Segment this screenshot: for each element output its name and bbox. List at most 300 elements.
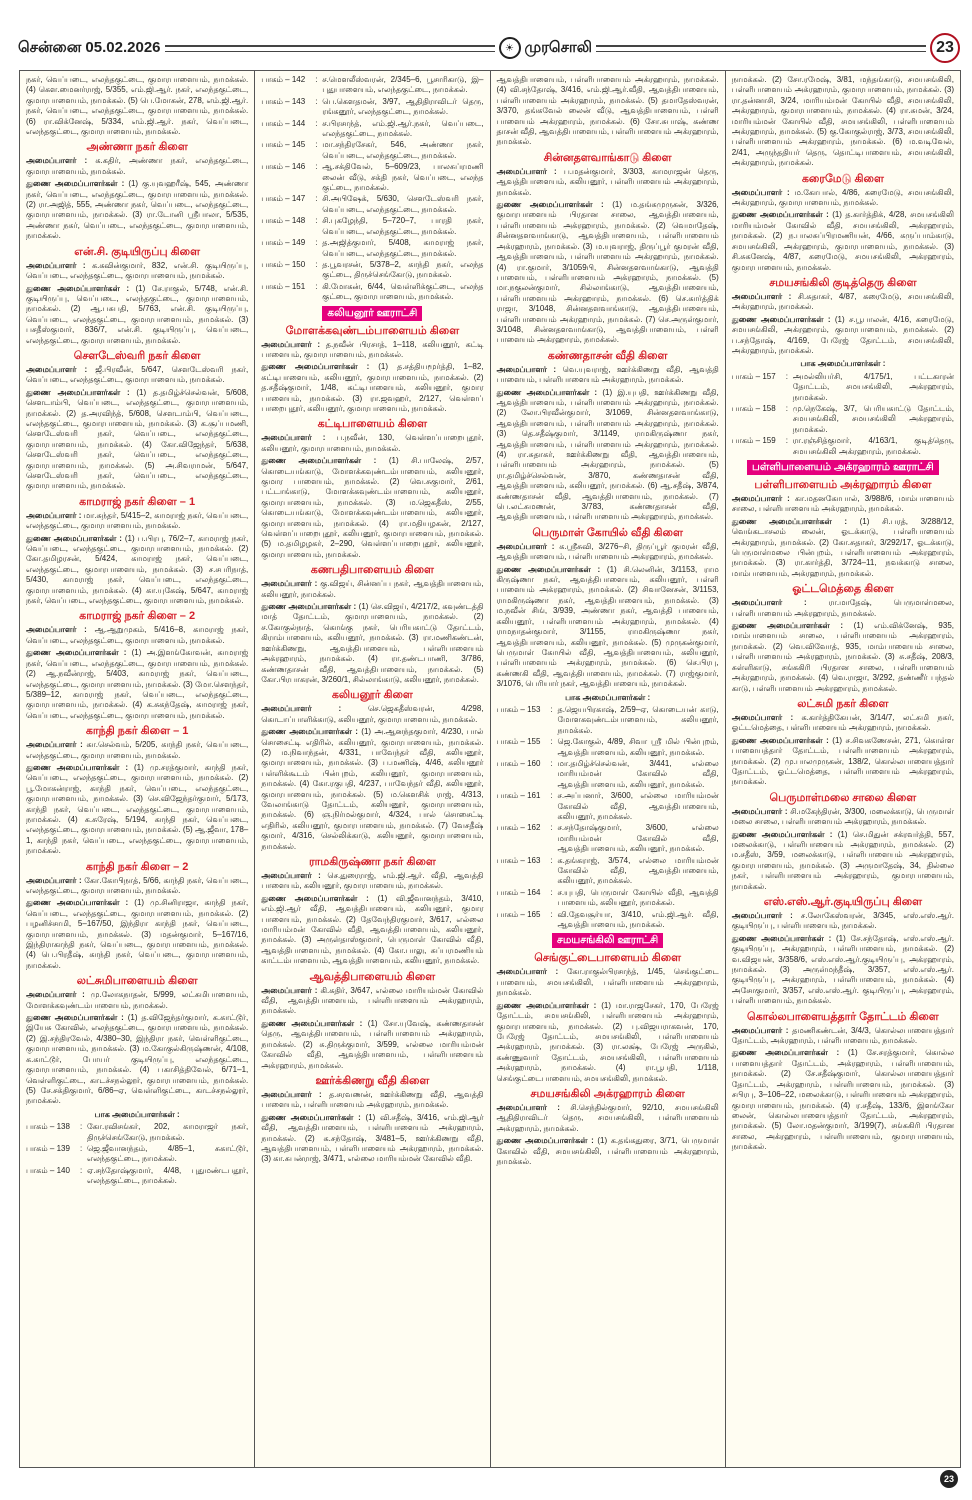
branch-heading: கட்டிபாளையம் கிளை [317,418,428,431]
booth-row [497,823,719,854]
branch-heading: காமராஜ் நகர் கிளை – 1 [79,495,196,508]
list-paragraph [497,388,719,523]
masthead [18,30,960,66]
role-label: அமைப்பாளர் : [496,1102,560,1112]
booth-number: பாகம் – 139 [26,1143,70,1153]
paragraph-text: ஆ.ஆறுமுகம், 5/416–8, காமராஜ் நகர், வெப்படை, எலந்தகுட்டை, குமாரபாளையம், நாமக்கல். [26,625,249,645]
list-paragraph [26,648,248,721]
role-label: துணை அமைப்பாளர்கள் : [496,1000,597,1010]
booth-incharge: கோ.ரவிசங்கர், 202, காமராஜர் நகர், திருச்செங்கோடு, நாமக்கல். [87,1122,249,1142]
paragraph-text: ப.மதன்குமார், 3/303, காமராஜன் தெரு, ஆவத்திபாளையம், கலியனூர், பள்ளிபாளையம் அக்ரஹாரம், நாமக்கல். [496,166,719,197]
booth-number: பாகம் – 144 [261,118,306,128]
paragraph-text: கு.விஜய், சின்னப்ப நகர், ஆவத்திபாளையம், கலியனூர், நாமக்கல். [261,579,484,599]
booth-number: பாகம் – 153 [496,704,541,714]
booth-number: பாகம் – 140 [26,1165,70,1175]
booth-incharge: ச.மௌலீஸ்வரன், 2/345–6, பூசாரிகாடு, இ–புதுபாளையம், எலந்தகுட்டை, நாமக்கல். [322,75,484,95]
role-label: அமைப்பாளர் : [26,625,87,635]
list-paragraph [497,365,719,386]
booth-incharge: ச.சந்தோஷ்குமார், 3/600, எல்லை மாரியம்மன் கோவில் வீதி, ஆவத்திபாளையம், கலியனூர், நாமக்கல். [557,823,719,854]
paragraph-text: (1) இ.யுபதி, ஊர்க்கிணறு வீதி, ஆவத்திபாளையம், பள்ளிபாளையம் அக்ரஹாரம், நாமக்கல். (2) லோ.பிரவீன்குமார், 3/1069, சின்னதளவாங்காடு, ஆவத்திபாளையம், பள்ளிபாளையம் அக்ரஹாரம், நாமக்கல். (3) தெ.சதீஷ்குமார், 3/1149, ராமகிருஷ்ணா நகர், ஆவத்திபாளையம், பள்ளிபாளையம் அக்ரஹாரம், நாமக்கல். (4) ரா.சுதாகர், ஊர்க்கிணறு வீதி, ஆவத்திபாளையம், பள்ளிபாளையம் அக்ரஹாரம், நாமக்கல். (5) ரா.தமிழ்ச்செல்வன், 3/870, கண்ணதாசன் வீதி, ஆவத்திபாளையம், கலியனூர், நாமக்கல். (6) ஆ.சதீஷ், 3/874, கண்ணதாசன் வீதி, ஆவத்திபாளையம், நாமக்கல். (7) பெ.லட்சுமணன், 3/783, கண்ணதாசன் வீதி, ஆவத்திபாளையம், பள்ளிபாளையம் அக்ரஹாரம், நாமக்கல். [496,387,719,522]
list-paragraph [26,898,248,971]
role-label: துணை அமைப்பாளர்கள் : [496,564,601,574]
booth-row [261,119,483,140]
branch-heading: காமராஜ் நகர் கிளை – 2 [79,610,196,623]
role-label: அமைப்பாளர் : [26,990,85,1000]
booth-number: பாகம் – 143 [261,96,306,106]
role-label: துணை அமைப்பாளர்கள் : [261,362,370,372]
paragraph-text: (1) ம.தங்கமுருகன், 3/326, குமாரபாளையம் பிரதான சாலை, ஆவத்திபாளையம், பள்ளிபாளையம் அக்ரஹாரம், நாமக்கல். (2) வெமாதேஷ், சின்னதளவாங்காடு, ஆவத்திபாளையம், பள்ளிபாளையம் அக்ரஹாரம், நாமக்கல். (3) ம.யுவராஜ், திருப்பூர் குமரன் வீதி, ஆவத்திபாளையம், பள்ளிபாளையம் அக்ரஹாரம், நாமக்கல். (4) ரா.குமார், 3/1059பி, சின்னதளவாங்காடு, ஆவத்தி பாளையம், பள்ளிபாளையம் அக்ரஹாரம், நாமக்கல். (5) மா.நகுலன்குமார், சில்லாங்காடு, ஆவத்திபாளையம், பள்ளிபாளையம் அக்ரஹாரம், நாமக்கல். (6) செ.கார்த்திக் ராஜா, 3/1048, சின்னதளவாங்காடு, ஆவத்திபாளையம், பள்ளிபாளையம் அக்ரஹாரம், நாமக்கல். (7) செ.அருள்குமார், 3/1048, சின்னதளவாங்காடு, ஆவத்திபாளையம், பள்ளி பாளையம் அக்ரஹாரம், நாமக்கல். [496,200,719,345]
paragraph-text: வெ.யுவராஜ், ஊர்க்கிணறு வீதி, ஆவத்தி பாளையம், பள்ளிபாளையம் அக்ரஹாரம், நாமக்கல். [496,364,719,385]
paragraph-text: க.கவின்குமார், 832, என்.சி. குடியிருப்பு, வெப்படை, எலந்தகுட்டை, குமாரபாளையம், நாமக்கல். [26,260,249,281]
separator: : [315,216,318,226]
booth-row [261,75,483,96]
booth-row [497,856,719,887]
paragraph-text: க.ஸ்ரீசுவி, 3/276–சி, திருப்பூர் குமரன் வீதி, ஆவத்திபாளையம், பள்ளிபாளையம் அக்ரஹாரம், நாமக்கல். [496,541,719,562]
booth-row [732,372,954,403]
paragraph-text: செ.ஜெகதீஸ்வரன், 4/298, கொடாப்பாளிக்காடு, கலியனூர், குமாரபாளையம், நாமக்கல். [261,704,484,724]
paragraph-text: (1) க.தங்கதுரை, 3/71, பெருமாள் கோவில் வீதி, சமயசங்கிலி, பள்ளிபாளையம் அக்ரஹாரம், நாமக்கல். [496,1136,719,1166]
paragraph-text: ம.கோபால், 4/86, கரைமேடு, சமயசங்கிலி, அக்ரஹாரம், குமாரபாளையம், நாமக்கல். [731,187,954,208]
branch-heading: மோளக்கவுண்டம்பாளையம் கிளை [285,324,460,337]
role-label: அமைப்பாளர் : [496,364,557,374]
booth-incharge: ச.அப்பனார், 3/600, எல்லை மாரியம்மன் கோவில் வீதி, ஆவத்திபாளையம், கலியனூர், நாமக்கல். [557,791,719,821]
booth-incharge: ச.யுபதி, பெருமாள் கோயில் வீதி, ஆவத்தி பாளையம், கலியனூர், நாமக்கல். [557,887,719,908]
booth-incharge: மா.சந்திரசேகர், 546, அண்ணா நகர், வெப்படை, எலந்தகுட்டை, நாமக்கல். [322,140,484,160]
separator: : [550,909,553,919]
paragraph-text: ரா.மாதேஷ், பெருமாள்மலை, பள்ளிபாளையம் அக்ரஹாரம், நாமக்கல். [731,598,954,618]
booth-number: பாகம் – 146 [261,162,306,172]
list-paragraph [261,894,483,967]
separator: : [80,1165,83,1175]
role-label: துணை அமைப்பாளர்கள் : [26,533,122,543]
branch-heading: கணபதிபாளையம் கிளை [310,564,434,577]
list-paragraph [261,456,483,560]
panchayat-banner-text: பள்ளிபாளையம் அக்ரஹாரம் ஊராட்சி [747,460,939,475]
booth-number: பாகம் – 158 [731,403,776,413]
paragraph-text: (1) ப.பிரபு, 76/2–7, காமராஜ் நகர், வெப்படை, எலந்தகுட்டை, குமாரபாளையம், நாமக்கல். (2) கோ.தமிழரசன், 5/424, காமராஜ் நகர், வெப்படை, எலந்தகுட்டை, குமாரபாளையம், நாமக்கல். (3) ச.சபரிநாத், 5/430, காமராஜ் நகர், வெப்படை, எலந்தகுட்டை, குமாரபாளையம், நாமக்கல். (4) கா.யுகேஷ், 5/647, காமராஜ் நகர், வெப்படை, எலந்தகுட்டை, குமாரபாளையம், நாமக்கல். [26,533,249,606]
list-paragraph [732,292,954,313]
separator: : [550,887,553,897]
separator: : [315,118,318,128]
role-label: துணை அமைப்பாளர்கள் : [731,933,832,943]
separator: : [315,281,318,291]
list-paragraph [732,736,954,788]
booth-incharge: சி.அபிஷேக், 5/630, செளடேஸ்வரி நகர், வெப்படை, எலந்தகுட்டை, நாமக்கல். [322,194,484,214]
booth-incharge: த.அஜித்குமார், 5/408, காமராஜ் நகர், வெப்படை, எலந்தகுட்டை, நாமக்கல். [322,238,484,258]
branch-heading: செங்குட்டைபாளையம் கிளை [534,952,682,965]
role-label: அமைப்பாளர் : [496,166,557,176]
subheading: பாக அமைப்பாளர்கள் : [800,359,886,369]
column-4 [725,71,960,1467]
separator: : [315,259,318,269]
role-label: துணை அமைப்பாளர்கள் : [26,648,127,658]
branch-heading: காந்தி நகர் கிளை – 2 [85,860,189,873]
separator: : [550,737,553,747]
booth-number: பாகம் – 151 [261,281,306,291]
booth-row [497,791,719,822]
list-paragraph [261,1113,483,1165]
list-paragraph [732,315,954,357]
list-paragraph [26,179,248,241]
list-paragraph [732,934,954,1007]
booth-row [261,140,483,161]
branch-heading: கொல்லபாளையத்தார் தோட்டம் கிளை [747,1010,939,1023]
role-label: அமைப்பாளர் : [731,911,793,920]
panchayat-banner [732,460,954,475]
separator: : [80,1143,83,1153]
list-paragraph [732,210,954,272]
paragraph-text: (1) த.விஜேந்தர்குமார், க.காட்டூர், இயேசு கோவில், எலந்தகுட்டை, குமாரபாளையம், நாமக்கல். (2) இ.சந்திரவேல், 4/380–30, இந்திரா நகர், வெள்ளிகுட்டை, குமாரபாளையம், நாமக்கல். (3) ம.கோகுல்கிருஷ்ணன், 4/108, க.காட்டூர், போயர் குடியிருப்பு, எலந்தகுட்டை, குமாரபாளையம், நாமக்கல். (4) பகாசித்திவேல், 6/71–1, வெள்ளிகுட்டை, காடச்சநல்லூர், குமாரபாளையம், நாமக்கல். (5) சே.சக்திகுமார், 6/86–ஏ, வெள்ளிகுட்டை, காடச்சநல்லூர், நாமக்கல். [26,1013,249,1106]
paragraph-text: மு.லோகநாதன், 5/999, லட்சுமிபாளையம், மோளக்கவுண்டம்பாளையம், நாமக்கல். [26,990,249,1010]
role-label: துணை அமைப்பாளர்கள் : [26,1013,124,1023]
booth-incharge: பெ.கௌதமன், 3/97, ஆதிதிராவிடர் தெரு, ரங்கனூர், எலந்தகுட்டை, நாமக்கல். [322,96,484,117]
role-label: துணை அமைப்பாளர்கள் : [26,898,129,908]
paragraph-text: (1) மு.சரத்குமார், காந்தி நகர், வெப்படை, எலந்தகுட்டை, குமாரபாளையம், நாமக்கல். (2) பூ.மோகன்ராஜ், காந்தி நகர், வெப்படை, எலந்தகுட்டை, குமாரபாளையம், நாமக்கல். (3) செ.விஜேந்தர்குமார், 5/173, காந்தி நகர், வெப்படை, எலந்தகுட்டை, குமாரபாளையம், நாமக்கல். (4) க.சுரேஷ், 5/194, காந்தி நகர், வெப்படை, எலந்தகுட்டை, குமாரபாளையம், நாமக்கல். (5) ஆ.ஜீவா, 178–1, காந்தி நகர், வெப்படை, எலந்தகுட்டை, குமாரபாளையம், நாமக்கல். [26,762,249,856]
paragraph-text: ஆவத்திபாளையம், பள்ளிபாளையம் அக்ரஹாரம், நாமக்கல். (4) வி.சந்தோஷ், 3/416, எம்.ஜி.ஆர்.வீதி, ஆவத்திபாளையம், பள்ளிபாளையம் அக்ரஹாரம், நாமக்கல். (5) தமாதேஸ்வரன், 3/370, தங்கவேல் லைன் வீடு, ஆவத்திபாளையம், பள்ளி பாளையம் அக்ரஹாரம், நாமக்கல். (6) சோ.சுபாஷ், கண்ண தாசன் வீதி, ஆவத்திபாளையம், பள்ளிபாளையம் அக்ரஹாரம், நாமக்கல். [496,75,719,147]
list-paragraph [732,621,954,694]
paragraph-text: நாமக்கல். (2) சோ.ரமேஷ், 3/81, மந்தங்காடு, சமயசங்கிலி, பள்ளிபாளையம் அக்ரஹாரம், குமாரபாளையம், நாமக்கல். (3) ரா.தன்னாசி, 3/24, மாரியம்மன் கோயில் வீதி, சமயசங்கிலி, அக்ரஹாரம், குமாரபாளையம், நாமக்கல். (4) ரா.சுமன், 3/24, மாரியம்மன் கோயில் வீதி, சமயசங்கிலி, பள்ளிபாளையம் அக்ரஹாரம், நாமக்கல். (5) கு.கோகுல்ராஜ், 3/73, சமயசங்கிலி, பள்ளிபாளையம் அக்ரஹாரம், நாமக்கல். (6) ம.வடிவேல், 2/41, அருந்ததியர் தெரு, தொட்டிபாளையம், சமயசங்கிலி, அக்ரஹாரம், நாமக்கல். [731,75,954,168]
list-paragraph [497,1136,719,1167]
panchayat-banner-text: கலியனூர் ஊராட்சி [322,306,422,321]
role-label: அமைப்பாளர் : [261,871,321,880]
subheading: பாக அமைப்பாளர்கள் : [94,1109,180,1119]
paragraph-text: (1) சோ.யுவேஷ், கண்ணதாசன் தெரு, ஆவத்திபாளையம், பள்ளிபாளையம் அக்ரஹாரம், நாமக்கல். (2) சு.திருக்குமார், 3/599, எல்லை மாரியம்மன் கோவில் வீதி, ஆவத்திபாளையம், பள்ளிபாளையம் அக்ரஹாரம், நாமக்கல். [261,1018,484,1070]
branch-heading: என்.சி. குடியிருப்பு கிளை [74,245,200,258]
footer-page-number: 23 [940,1470,958,1488]
role-label: அமைப்பாளர் : [26,510,82,520]
branch-heading: சின்னதளவாங்காடு கிளை [543,151,672,164]
dateline: சென்னை 05.02.2026 [18,38,161,56]
booth-row [497,759,719,790]
list-paragraph [261,1019,483,1071]
booth-row [732,436,954,457]
role-label: துணை அமைப்பாளர்கள் : [261,602,357,612]
paragraph-text: த.சரவணன், ஊர்க்கிணறு வீதி, ஆவத்தி பாளையம், பள்ளிபாளையம் அக்ரஹாரம், நாமக்கல். [261,1089,484,1110]
list-paragraph [26,156,248,177]
branch-heading: சமயசங்கிலி குடித்தெரு கிளை [769,276,917,289]
booth-number: பாகம் – 161 [496,791,541,801]
role-label: துணை அமைப்பாளர்கள் : [731,210,829,220]
branch-heading: ஊர்க்கிணறு வீதி கிளை [315,1074,430,1087]
booth-row [261,97,483,118]
list-paragraph [497,565,719,690]
list-paragraph [497,542,719,563]
role-label: அமைப்பாளர் : [731,187,790,197]
booth-incharge: மா.தமிழ்ச்செல்வன், 3/441, எல்லை மாரியம்மன் கோவில் வீதி, ஆவத்திபாளையம், கலியனூர், நாமக்கல். [557,758,719,789]
paragraph-text: கோ.கோபிநாத், 5/66, காந்தி நகர், வெப்படை, எலந்தகுட்டை, குமாரபாளையம், நாமக்கல். [26,875,249,895]
masthead-rule-right [596,45,926,52]
panchayat-banner-text: சமயசங்கிலி ஊராட்சி [552,933,663,948]
list-paragraph [26,625,248,646]
branch-heading: லட்சுமிபாளையம் கிளை [76,975,198,988]
role-label: அமைப்பாளர் : [26,875,82,885]
list-paragraph [261,1090,483,1111]
paragraph-text: (1) வி.சதீஷ், 3/416, எம்.ஜி.ஆர் வீதி, ஆவத்திபாளையம், பள்ளிபாளையம் அக்ரஹாரம், நாமக்கல். (2) க.சந்தோஷ், 3/481–5, ஊர்க்கிணறு வீதி, ஆவத்திபாளையம், பள்ளிபாளையம் அக்ரஹாரம், நாமக்கல். (3) கா.சுபன்ராஜ், 3/471, எல்லை மாரியம்மன் கோவில் வீதி. [261,1112,484,1164]
list-paragraph [261,986,483,1017]
booth-row [261,260,483,281]
list-paragraph [732,75,954,169]
separator: : [785,371,788,381]
separator: : [550,704,553,714]
list-paragraph [732,1026,954,1047]
booth-incharge: ச.பிரசாந்த், எம்.ஜி.ஆர்.நகர், வெப்படை, எலந்தகுட்டை, நாமக்கல். [322,118,484,139]
role-label: அமைப்பாளர் : [261,579,318,589]
list-paragraph [26,534,248,607]
branch-heading: கரைமேடு கிளை [801,172,884,185]
list-paragraph [732,188,954,209]
paragraph-text: நகர், வெப்படை, எலந்தகுட்டை, குமாரபாளையம், நாமக்கல். (4) கௌ.மைனர்ராஜ், 5/355, எம்.ஜி.ஆர். நகர், எலந்தகுட்டை, குமாரபாளையம், நாமக்கல். (5) பெ.மோகன், 278, எம்.ஜி.ஆர். நகர், வெப்படை, எலந்தகுட்டை, குமாரபாளையம், நாமக்கல். (6) ரா.விக்னேஷ், 5/334, எம்.ஜி.ஆர். நகர், வெப்படை, எலந்தகுட்டை, குமாரபாளையம், நாமக்கல். [26,75,249,137]
paragraph-text: கா.செல்வம், 5/205, காந்தி நகர், வெப்படை, எலந்தகுட்டை, குமாரபாளையம், நாமக்கல். [26,740,249,760]
subheading: பாக அமைப்பாளர்கள் : [565,692,651,702]
list-paragraph [732,517,954,579]
paragraph-text: க.கார்த்திகேயன், 3/14/7, லட்சுமி நகர், ஓட்டமெத்தை, பள்ளிபாளையம் அக்ரஹாரம், நாமக்கல். [731,712,954,733]
role-label: அமைப்பாளர் : [496,541,555,551]
role-label: அமைப்பாளர் : [731,712,794,722]
masthead-rule-left [165,45,495,52]
booth-incharge: ஜெ.கோகுல், 4/89, சிவா ஸ்ரீ மில் பின்புறம், ஆவத்திபாளையம், கலியனூர், நாமக்கல். [557,737,719,757]
panchayat-banner [261,306,483,321]
branch-heading: கலியனூர் கிளை [331,689,413,702]
list-paragraph [261,579,483,600]
booth-number: பாகம் – 165 [496,909,541,919]
paragraph-text: (1) மு.சினிராஜா, காந்தி நகர், வெப்படை, எலந்தகுட்டை, குமாரபாளையம், நாமக்கல். (2) பழனிச்சாமி, 5–167/50, இந்திரா காந்தி நகர், வெப்படை, குமாரபாளையம், நாமக்கல். (3) மதன்குமார், 5–167/16, இந்திராகாந்தி நகர், வெப்படை, குமாரபாளையம், நாமக்கல். (4) பெ.பிரதீஷ், காந்தி நகர், வெப்படை, குமாரபாளையம், நாமக்கல். [26,898,249,970]
booth-row [497,910,719,931]
list-paragraph [26,365,248,386]
booth-number: பாகம் – 163 [496,855,541,865]
booth-incharge: வி.தேவசூர்யா, 3/410, எம்.ஜி.ஆர். வீதி, ஆவத்திபாளையம், நாமக்கல். [557,909,719,930]
booth-number: பாகம் – 160 [496,758,541,768]
separator: : [550,855,553,865]
role-label: துணை அமைப்பாளர்கள் : [26,283,130,293]
paragraph-text: க.கதிர், அண்ணா நகர், எலந்தகுட்டை, குமாரபாளையம், நாமக்கல். [26,156,249,176]
list-paragraph [732,830,954,892]
role-label: துணை அமைப்பாளர்கள் : [261,727,358,737]
role-label: அமைப்பாளர் : [261,339,321,349]
role-label: துணை அமைப்பாளர்கள் : [261,1018,363,1028]
role-label: அமைப்பாளர் : [261,704,342,714]
separator: : [315,162,318,172]
separator: : [315,238,318,248]
list-paragraph [732,1048,954,1152]
role-label: துணை அமைப்பாளர்கள் : [26,762,129,772]
paragraph-text: (1) சே.ராகுல், 5/748, என்.சி. குடியிருப்பு, வெப்படை, எலந்தகுட்டை, குமாரபாளையம், நாமக்கல். (2) ஆ.பசுபதி, 5/763, என்.சி. குடியிருப்பு, வெப்படை, எலந்தகுட்டை, குமாரபாளையம், நாமக்கல். (3) பசதீஸ்குமார், 836/7, என்.சி. குடியிருப்பு, வெப்படை, எலந்தகுட்டை, குமாரபாளையம், நாமக்கல். [26,283,249,345]
role-label: அமைப்பாளர் : [26,156,88,166]
separator: : [80,1122,83,1132]
booth-row [497,737,719,758]
booth-number: பாகம் – 155 [496,737,541,747]
booth-row [497,888,719,909]
list-paragraph [497,967,719,998]
booth-row [26,1122,248,1143]
list-paragraph [261,433,483,454]
list-paragraph [26,740,248,761]
list-paragraph [261,871,483,892]
list-paragraph [26,261,248,282]
separator: : [550,758,553,768]
booth-row [26,1144,248,1165]
list-paragraph [497,1001,719,1084]
branch-heading: எஸ்.எஸ்.ஆர்.குடியிருப்பு கிளை [763,896,923,908]
paragraph-text: (1) அ.இளங்கோவன், காமராஜ் நகர், வெப்படை, எலந்தகுட்டை, குமாரபாளையம், நாமக்கல். (2) ஆ.நவீன்ராஜ், 5/403, காமராஜ் நகர், வெப்படை, எலந்தகுட்டை, குமாரபாளையம், நாமக்கல். (3) மோ.செளந்தர், 5/389–12, காமராஜ் நகர், வெப்படை, எலந்தகுட்டை, குமாரபாளையம், நாமக்கல். (4) க.சுகந்தேஷ், காமராஜ் நகர், வெப்படை, எலந்தகுட்டை, குமாரபாளையம், நாமக்கல். [26,648,249,720]
role-label: அமைப்பாளர் : [496,967,559,977]
list-paragraph [26,990,248,1011]
list-paragraph [732,598,954,619]
branch-heading: ஓட்டமெத்தை கிளை [792,583,894,596]
paragraph-text: (1) சி.பரத், 3/288/12, வெங்கடாசலம் லைன், ஓடக்காடு, பள்ளிபாளையம் அக்ரஹாரம், நாமக்கல். (2) கோ.சுதாகர், 3/292/17, ஓடக்காடு, பெருமாள்மலை பின்புறம், பள்ளிபாளையம் அக்ரஹாரம், நாமக்கல். (3) ரா.கார்த்தி, 3/724–11, நவக்காடு சாலை, மாம்பாளையம், அக்ரஹாரம், நாமக்கல். [731,516,954,578]
booth-row [261,238,483,259]
paragraph-text: (1) ச.சிவகணேசன், 271, கொள்ள பாளையத்தார் தோட்டம், பள்ளிபாளையம் அக்ரஹாரம், நாமக்கல். (2) மு.பாலமுருகன், 138/2, கொல்லபாளையத்தார் தோட்டம், ஓட்டமெத்தை, பள்ளிபாளையம் அக்ரஹாரம், நாமக்கல். [731,735,954,787]
paragraph-text: (1) சே.சரத்குமார், கொல்ல பாளையத்தார் தோட்டம், அக்ரஹாரம், பள்ளிபாளையம், நாமக்கல். (2) சே.சதீஷ்குமார், கொல்லபாளையத்தார் தோட்டம், அக்ரஹாரம், பள்ளிபாளையம், நாமக்கல். (3) சபிரபு, 3–106–22, மலைக்காடு, பள்ளிபாளையம் அக்ரஹாரம், குமாரபாளையம், நாமக்கல். (4) ர.சதீஷ், 133/6, இளங்கோ லைன், கொல்லபாளையத்தார் தோட்டம், அக்ரஹாரம், நாமக்கல். (5) லோ.மதன்குமார், 3/199(7), சங்ககிரி பிரதான சாலை, அக்ரஹாரம், பள்ளிபாளையம், குமாரபாளையம், நாமக்கல். [731,1048,955,1152]
branch-heading: அண்ணா நகர் கிளை [86,141,188,154]
branch-heading: ராமகிருஷ்ணா நகர் கிளை [308,856,436,868]
paragraph-text: கா.மதனகோபால், 3/988/6, மாம்பாளையம் சாலை, பள்ளிபாளையம் அக்ரஹாரம், நாமக்கல். [731,494,954,514]
booth-incharge: சி.புகழேந்தி, 5–720–7, பாரதி நகர், வெப்படை, எலந்தகுட்டை, நாமக்கல். [322,216,484,236]
paragraph-text: (1) வி.ஜீவானந்தம், 3/410, எம்.ஜி.ஆர் வீதி, ஆவத்திபாளையம், கலியனூர், குமார பாளையம், நாமக்கல். (2) தேவேந்திரகுமார், 3/617, எல்லை மாரியம்மன் கோவில் வீதி, ஆவத்திபாளையம், கலியனூர், நாமக்கல். (3) அருள்தாஸ்குமார், பெருமாள் கோவில் வீதி, ஆவத்திபாளையம், நாமக்கல். (4) கோ.பாலு, சுப்பரமணியம் காட்டம்பாளையம், ஆவத்திபாளையம், கலியனூர், நாமக்கல். [261,893,484,966]
paragraph-text: (1) அ.ஆனந்தகுமார், 4/230, பால் சொசைட்டி எதிரில், கலியனூர், குமாரபாளையம், நாமக்கல். (2) ம.நிவாந்தன், 4/331, பாவேந்தர் வீதி, கலியனூர், குமாரபாளையம், நாமக்கல். (3) ப.மணிஷ், 4/46, கலியனூர் பள்ளிக்கூடம் பின்புறம், கலியனூர், குமாரபாளையம், நாமக்கல். (4) கோ.ரகுபதி, 4/237, பாவேந்தர் வீதி, கலியனூர், குமாரபாளையம், நாமக்கல். (5) ம.கௌசிக் ராஜ், 4/313, வேலாங்காடு தோட்டம், கலியனூர், குமாரபாளையம், நாமக்கல். (6) ஞ.நிர்மல்குமார், 4/324, பால் சொசைட்டி எதிரில், கலியனூர், குமாரபாளையம், நாமக்கல். (7) வேசதீஷ் குமார், 4/316, செல்லிக்காடு, கலியனூர், குமாரபாளையம், நாமக்கல். [261,727,484,851]
paragraph-text: தமணிகண்டன், 3/4/3, கொல்லபாளையத்தார் தோட்டம், அக்ரஹாரம், பள்ளிபாளையம், நாமக்கல். [731,1025,954,1046]
role-label: அமைப்பாளர் : [731,291,792,301]
booth-number: பாகம் – 162 [496,823,541,833]
booth-incharge: த.ஜெயபிரகாஷ், 2/59–ஏ, கொடையன் காடு, மோளகவுண்டம்பாளையம், கலியனூர், நாமக்கல். [557,704,719,735]
list-paragraph [26,763,248,857]
booth-incharge: த.பூவரசன், 5/378–2, காந்தி நகர், எலந்த குட்டை, திருச்செங்கோடு, நாமக்கல். [322,259,484,280]
role-label: துணை அமைப்பாளர்கள் : [731,516,848,526]
separator: : [315,140,318,150]
page-number-badge: 23 [930,33,960,63]
separator: : [315,96,318,106]
booth-incharge: ஏ.சந்தோஷ்குமார், 4/48, புதுமண்டபதூர், எலந்தகுட்டை, நாமக்கல். [87,1165,249,1186]
booth-number: பாகம் – 159 [731,436,776,446]
branch-heading: லட்சுமி நகர் கிளை [797,697,889,710]
role-label: அமைப்பாளர் : [261,1089,322,1099]
role-label: அமைப்பாளர் : [261,433,326,443]
role-label: துணை அமைப்பாளர்கள் : [731,314,831,324]
booth-incharge: ரா.ரஞ்சித்குமார், 4/163/1, குடித்தெரு, சமயசங்கிலி அக்ரஹாரம், நாமக்கல். [792,436,954,456]
booth-number: பாகம் – 164 [496,887,541,897]
paragraph-text: சி.செந்தில்குமார், 92/10, சமயசங்கிலி ஆதிதிராவிடர் தெரு, சமயசங்கிலி, பள்ளிபாளையம் அக்ரஹாரம், நாமக்கல். [496,1102,719,1133]
role-label: துணை அமைப்பாளர்கள் : [731,1048,840,1058]
paragraph-text: ஜீ.பிரவீன், 5/647, செளடேஸ்வரி நகர், வெப்படை, எலந்தகுட்டை, குமாரபாளையம், நாமக்கல். [26,364,249,385]
branch-heading: காந்தி நகர் கிளை – 1 [85,725,189,738]
list-paragraph [497,167,719,198]
separator: : [785,403,788,413]
booth-row [261,216,483,237]
role-label: அமைப்பாளர் : [731,806,788,816]
paragraph-text: சி.மகேந்திரன், 3/300, மலைக்காடு, பெருமாள் மலை சாலை, பள்ளிபாளையம் அக்ரஹாரம், நாமக்கல். [731,806,954,827]
list-paragraph [732,494,954,515]
booth-number: பாகம் – 147 [261,194,306,204]
paragraph-text: (1) கு.யுவஹரீஷ், 545, அண்ணா நகர், வெப்படை, எலந்தகுட்டை, குமாரபாளையம், நாமக்கல். (2) ரா.அஜித், 555, அண்ணா நகர், வெப்படை, எலந்தகுட்டை, குமாரபாளையம், நாமக்கல். (3) ரா.டோனி ஸ்ரீபாலா, 5/535, அண்ணா நகர், வெப்படை, எலந்தகுட்டை, குமாரபாளையம், நாமக்கல். [26,179,249,241]
branch-heading: சமயசங்கிலி அக்ரஹாரம் கிளை [530,1087,685,1100]
paragraph-text: (1) த.தமிழ்ச்செல்வன், 5/608, செளடாம்பி, வெப்படை, எலந்தகுட்டை, குமாரபாளையம், நாமக்கல். (2) த.அரவிந்த், 5/608, செளடாம்பி, வெப்படை, எலந்தகுட்டை, குமாரபாளையம், நாமக்கல். (3) க.சூப்பமணி, செளடேஸ்வரி நகர், வெப்படை, எலந்தகுட்டை, குமாரபாளையம், நாமக்கல். (4) கோ.விஜேந்தர், 5/638, செளடேஸ்வரி நகர், வெப்படை, எலந்தகுட்டை, குமாரபாளையம், நாமக்கல். (5) அ.சிவராமன், 5/647, செளடேஸ்வரி நகர், வெப்படை, எலந்தகுட்டை, குமாரபாளையம், நாமக்கல். [26,387,249,491]
list-paragraph [732,911,954,932]
booth-row [497,705,719,736]
list-paragraph [26,876,248,897]
booth-number: பாகம் – 150 [261,259,306,269]
list-paragraph [497,75,719,148]
separator: : [550,823,553,833]
list-paragraph [261,362,483,414]
booth-incharge: ஆ.சக்திவேல், 5–609/23, பாலசுப்ரமணி லைன் வீடு, சக்தி நகர், வெப்படை, எலந்த குட்டை, நாமக்கல். [322,162,484,193]
paragraph-text: (1) த.கார்த்திக், 4/28, சமயசங்கிலி மாரியம்மன் கோவில் வீதி, சமயசங்கிலி, அக்ரஹாரம், நாமக்கல். (2) ந.பாலசுப்பிரமணியன், 4/66, கருப்பாம்காடு, சமயசங்கிலி, அக்ரஹாரம், குமாரபாளையம், நாமக்கல். (3) சி.சுகனேஷ், 4/87, கரைமேடு, சமயசங்கிலி, அக்ரஹாரம், குமாரபாளையம், நாமக்கல். [731,210,955,272]
role-label: துணை அமைப்பாளர்கள் : [496,1136,594,1146]
paragraph-text: சி.சுதாகர், 4/87, கரைமேடு, சமயசங்கிலி, அக்ரஹாரம், நாமக்கல். [731,291,954,312]
separator: : [550,791,553,801]
paragraph-text: (1) செ.விஜய், 4/217/2, கவுண்டத்தி மாத் தோட்டம், குமாரபாளையம், நாமக்கல். (2) ச.கோகுல்நாத், கொங்கு நகர், பெரியகாட்டு தோட்டம், கிராம்பாளையம், கலியனூர், நாமக்கல். (3) ரா.மணிகண்டன், ஊர்க்கிணறு, ஆவத்திபாளையம், பள்ளிபாளையம் அக்ரஹாரம், நாமக்கல். (4) ரா.தண்டபாணி, 3/786, கண்ணதாசன் வீதி, ஆவத்திபாளையம், நாமக்கல். (5) கோ.பிரபாகரன், 3/260/1, சில்லாங்காடு, கலியனூர், நாமக்கல். [261,602,484,684]
footer [0,1470,958,1488]
role-label: துணை அமைப்பாளர்கள் : [261,1112,361,1122]
list-paragraph [26,388,248,492]
paragraph-text: ச.லோகேஸ்வரன், 3/345, எஸ்.எஸ்.ஆர். குடியிருப்பு, பள்ளிபாளையம், நாமக்கல். [731,911,954,931]
branch-heading: ஆவத்திபாளையம் கிளை [309,970,436,983]
separator: : [315,75,318,84]
booth-row [732,404,954,435]
list-paragraph [26,1013,248,1107]
role-label: அமைப்பாளர் : [731,598,807,608]
column-2 [254,71,489,1467]
role-label: துணை அமைப்பாளர்கள் : [731,621,844,631]
booth-number: பாகம் – 149 [261,238,306,248]
booth-number: பாகம் – 145 [261,140,306,150]
list-paragraph [26,511,248,532]
paragraph-text: (1) சி.லெனின், 3/1153, ராம கிருஷ்ணா நகர், ஆவத்திபாளையம், கலியனூர், பள்ளி பாளையம் அக்ரஹாரம், நாமக்கல். (2) சிவானேசன், 3/1153, ராமகிருஷ்ணா நகர், ஆவத்திபாளையம், நாமக்கல். (3) ம.நவீன் சிங், 3/939, அண்ணா நகர், ஆவத்தி பாளையம், கலியனூர், பள்ளிபாளையம் அக்ரஹாரம், நாமக்கல். (4) ராமநாதன்குமார், 3/1155, ராமகிருஷ்ணா நகர், ஆவத்திபாளையம், கலியனூர், நாமக்கல். (5) முருகன்குமார், பெருமாள் கோயில் வீதி, ஆவத்திபாளையம், கலியனூர், பள்ளிபாளையம் அக்ரஹாரம், நாமக்கல். (6) செ.பிரபு, கண்ணகி வீதி, ஆவத்திபாளையம், நாமக்கல். (7) ராஜ்குமார், 3/1076, பெரியார் நகர், ஆவத்திபாளையம், நாமக்கல். [496,564,719,689]
newspaper-name: முரசொலி [524,38,593,56]
role-label: அமைப்பாளர் : [731,494,790,503]
paragraph-text: மா.சுந்தர், 5/415–2, காமராஜ் நகர், வெப்படை, எலந்தகுட்டை, குமாரபாளையம், நாமக்கல். [26,510,249,531]
branch-heading: பள்ளிபாளையம் அக்ரஹாரம் கிளை [754,479,932,491]
booth-row [261,282,483,303]
booth-incharge: கி.மோகன், 6/44, வெள்ளிக்குட்டை, எலந்த குட்டை, குமாரபாளையம், நாமக்கல். [322,281,484,302]
booth-number: பாகம் – 148 [261,216,306,226]
newspaper-logo [499,37,593,59]
paragraph-text: (1) மா.ராஜசேகர், 170, பேரேஜ் தோட்டம், சமயசங்கிலி, பள்ளிபாளையம் அக்ரஹாரம், குமாரபாளையம், நாமக்கல். (2) பு.விஜயராகவன், 170, பேரேஜ் தோட்டம், சமயசங்கிலி, பள்ளிபாளையம் அக்ரஹாரம், நாமக்கல். (3) ரா.லக்ஷ், பேரேஜ் அருகில், கண்ணுவார் தோட்டம், சமயசங்கிலி, பள்ளிபாளையம் அக்ரஹாரம், நாமக்கல். (4) ரா.பூபதி, 1/118, செங்குட்டைபாளையம், சமயசங்கிலி, நாமக்கல். [496,1000,719,1083]
list-paragraph [497,200,719,346]
list-paragraph [26,284,248,346]
list-paragraph [732,807,954,828]
branch-heading: கண்ணதாசன் வீதி கிளை [547,349,668,362]
role-label: துணை அமைப்பாளர்கள் : [496,387,598,397]
role-label: துணை அமைப்பாளர்கள் : [731,829,833,839]
role-label: துணை அமைப்பாளர்கள் : [261,893,369,903]
branch-heading: செளடேஸ்வரி நகர் கிளை [73,349,201,362]
column-1 [20,71,254,1467]
booth-incharge: மு.நெகேஷ், 3/7, பெரியகாட்டு தோட்டம், சமயசங்கிலி, சமயசங்கிலி அக்ரஹாரம், நாமக்கல். [792,403,954,434]
column-3 [490,71,725,1467]
booth-number: பாகம் – 138 [26,1122,70,1132]
paragraph-text: கோ.ராகுல்பிரசாந்த், 1/45, செங்குட்டை பாளையம், சமயசங்கிலி, பள்ளிபாளையம் அக்ரஹாரம், நாமக்கல். [496,967,719,998]
rising-sun-emblem-icon: ☀ [499,37,521,59]
role-label: அமைப்பாளர் : [26,364,88,374]
paragraph-text: (1) சி.பாலேஷ், 2/57, கொடையங்காடு, மோளக்கவுண்டம்பாளையம், கலியனூர், குமார பாளையம், நாமக்கல். (2) வெ.சுகுமார், 2/61, பட்டாங்காடு, மோளக்கவுண்டம்பாளையம், கலியனூர், குமாரபாளையம், நாமக்கல். (3) ம.ஜெகதீஸ், 2/55, கொடையங்காடு, மோளக்கவுண்டம்பாளையம், கலியனூர், குமாரபாளையம், நாமக்கல். (4) ரா.மதியழகன், 2/127, வெள்ளப்பாறைபுதூர், கலியனூர், குமாரபாளையம், நாமக்கல். (5) ம.தமிழழகர், 2–290, வெள்ளப்பாறைபுதூர், கலியனூர், குமாரபாளையம், நாமக்கல். [261,456,484,559]
paragraph-text: (1) ச.பூபாலன், 4/16, கரைமேடு, சமயசங்கிலி, அக்ரஹாரம், குமாரபாளையம், நாமக்கல். (2) ப.சந்தோஷ், 4/169, பேரேஜ் தோட்டம், சமயசங்கிலி, அக்ரஹாரம், நாமக்கல். [731,314,954,355]
separator: : [785,436,788,446]
list-paragraph [26,75,248,137]
booth-number: பாகம் – 157 [731,371,776,381]
paragraph-text: (1) எம்.விக்னேஷ், 935, மாம்பாளையம் சாலை, பள்ளிபாளையம் அக்ரஹாரம், நாமக்கல். (2) வெ.விவோத், 935, மாம்பாளையம் சாலை, பள்ளிபாளையம் அக்ரஹாரம், நாமக்கல். (3) சு.சதீஷ், 208/3, சுள்ளிகாடு, சங்ககிரி பிரதான சாலை, பள்ளிபாளையம் அக்ரஹாரம், நாமக்கல். (4) வெ.ராஜா, 3/292, தண்ணீர் பந்தல் காடு, பள்ளிபாளையம் அக்ரஹாரம், நாமக்கல். [731,621,955,693]
branch-heading: பெருமாள்மலை சாலை கிளை [769,791,917,804]
paragraph-text: செ.துரைராஜ், எம்.ஜி.ஆர். வீதி, ஆவத்தி பாளையம், கலியனூர், குமாரபாளையம், நாமக்கல். [261,871,484,891]
separator: : [315,194,318,204]
panchayat-banner [497,933,719,948]
role-label: துணை அமைப்பாளர்கள் : [496,200,604,210]
paragraph-text: (1) த.சத்தியமூர்த்தி, 1–82, கட்டிபாளையம், கலியனூர், குமாரபாளையம், நாமக்கல். (2) த.சதீஷ்குமார், 1/48, கட்டிபாளையம், கலியனூர், குமார பாளையம், நாமக்கல். (3) ரா.ஜவஹர், 2/127, வெள்ளப் பாறைபுதூர், கலியனூர், குமாரபாளையம், நாமக்கல். [261,362,484,413]
role-label: அமைப்பாளர் : [26,260,86,270]
booth-row [261,162,483,193]
role-label: துணை அமைப்பாளர்கள் : [261,456,377,466]
branch-heading: பெருமாள் கோயில் வீதி கிளை [532,526,683,539]
booth-row [26,1166,248,1187]
booth-incharge: ஜெ.ஜீவானந்தம், 4/85–1, சுகாட்டூர், எலந்தகுட்டை, நாமக்கல். [87,1143,249,1164]
